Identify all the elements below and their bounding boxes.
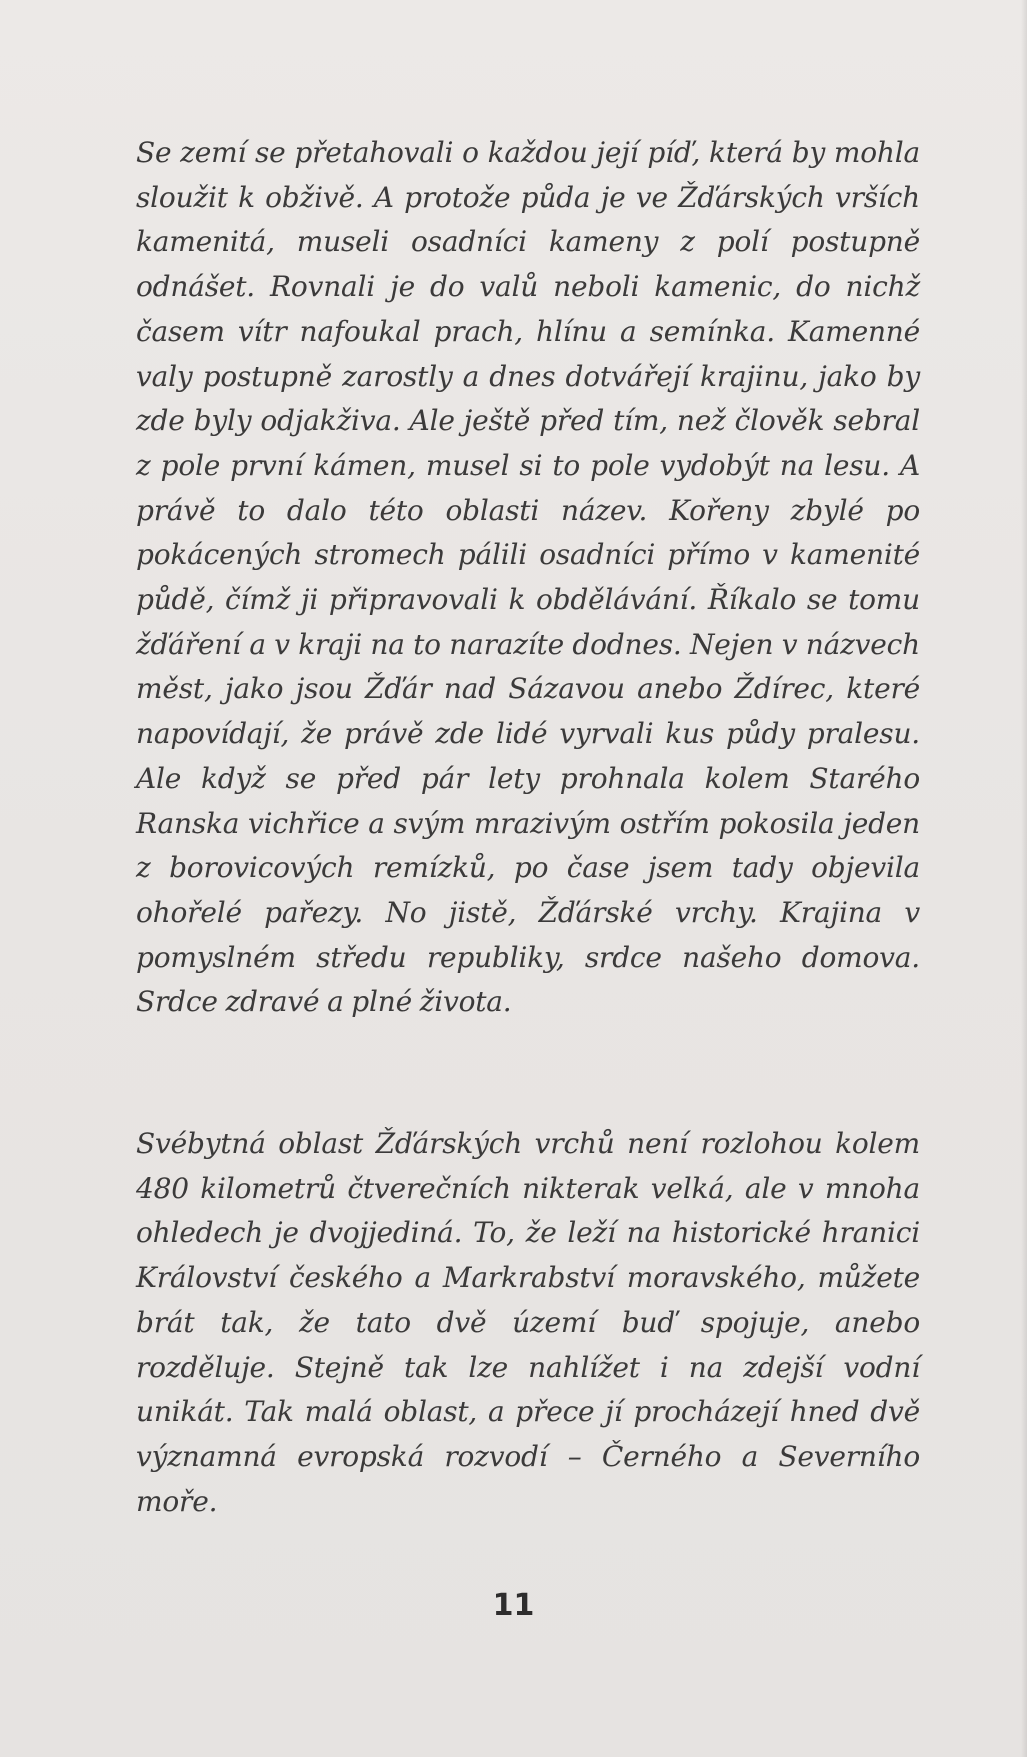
page-number: 11 [492, 1588, 535, 1623]
paragraph-1: Se zemí se přetahovali o každou její píď, která by mohla sloužit k obživě. A protože půda je ve Žďárských vrších kamenitá, museli osadníci kameny z polí postupně odnášet. Rovnali je do valů neboli kamenic, do nichž časem vítr nafoukal prach, hlínu a semínka. Kamenné valy postupně zarostly a dnes dotvářejí krajinu, jako by zde byly odjakživa. Ale ještě před tím, než člověk sebral z pole první kámen, musel si to pole vydobýt na lesu. A právě to dalo této oblasti název. Kořeny zbylé po pokácených stromech pálili osadníci přímo v kamenité půdě, čímž ji připravovali k obdělávání. Říkalo se tomu žďáření a v kraji na to narazíte dodnes. Nejen v názvech měst, jako jsou Žďár nad Sázavou anebo Ždírec, které napovídají, že právě zde lidé vyrvali kus půdy pralesu. Ale když se před pár lety prohnala kolem Starého Ranska vichřice a svým mrazivým ostřím pokosila jeden z borovicových remízků, po čase jsem tady objevila ohořelé pařezy. No jistě, Žďárské vrchy. Krajina v pomyslném středu republiky, srdce našeho domova. Srdce zdravé a plné života. [136, 136, 920, 1019]
page-edge-shadow [1021, 0, 1027, 1757]
paragraph-2: Svébytná oblast Žďárských vrchů není rozlohou kolem 480 kilometrů čtverečních nikterak velká, ale v mnoha ohledech je dvojjediná. To, že leží na historické hranici Království českého a Markrabství moravského, můžete brát tak, že tato dvě území buď spojuje, anebo rozděluje. Stejně tak lze nahlížet i na zdejší vodní unikát. Tak malá oblast, a přece jí procházejí hned dvě významná evropská rozvodí – Černého a Severního moře. [136, 1127, 920, 1518]
